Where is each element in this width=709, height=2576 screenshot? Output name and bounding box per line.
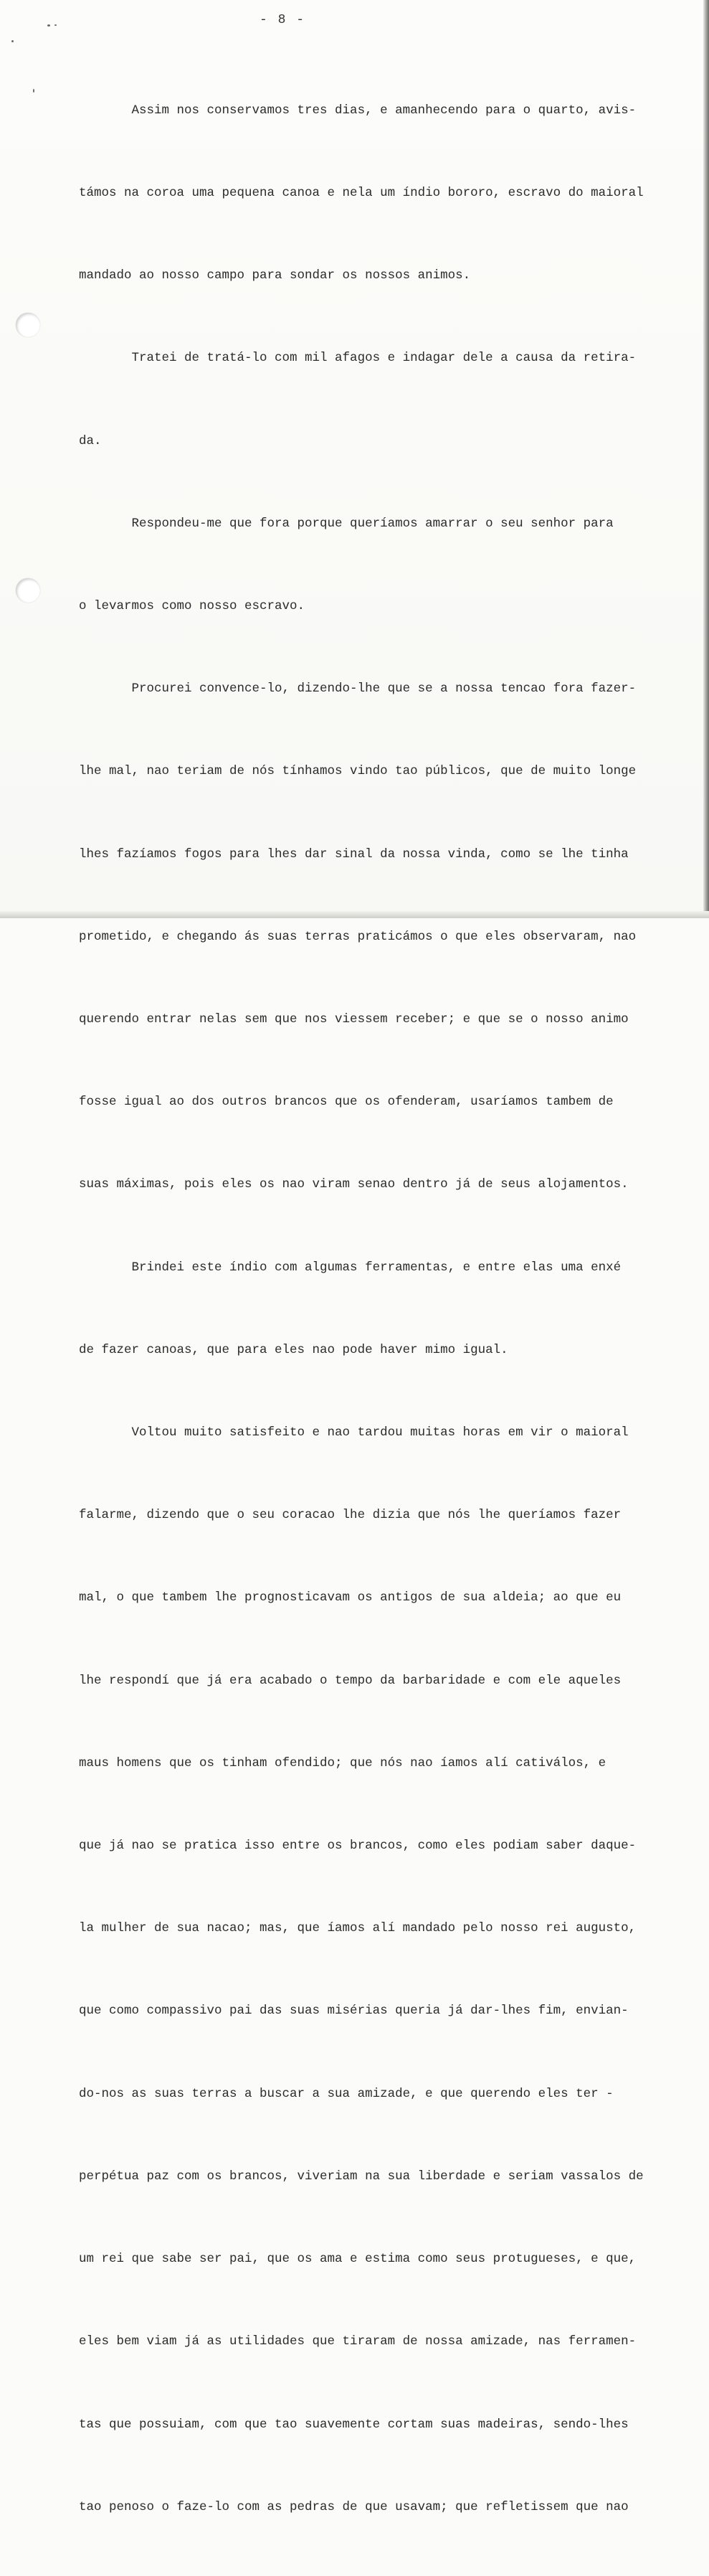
page-edge-shadow <box>703 0 709 918</box>
text-line: eles bem viam já as utilidades que tiraram de nossa amizade, nas ferramen- <box>79 2334 637 2349</box>
body-text <box>79 42 695 2576</box>
text-line: Brindei este índio com algumas ferramentas, e entre elas uma enxé <box>79 1260 622 1275</box>
text-line: que já nao se pratica isso entre os brancos, como eles podiam saber daque- <box>79 1839 637 1854</box>
text-line: maus homens que os tinham ofendido; que nós nao íamos alí cativálos, e <box>79 1755 606 1770</box>
text-line: da. <box>79 433 102 448</box>
text-line: suas máximas, pois eles os nao viram senao dentro já de seus alojamentos. <box>79 1177 629 1192</box>
text-line: o levarmos como nosso escravo. <box>79 599 305 614</box>
paper-speck <box>47 24 50 27</box>
punch-hole-upper <box>16 313 40 337</box>
text-line: fosse igual ao dos outros brancos que os ofenderam, usaríamos tambem de <box>79 1095 614 1110</box>
text-line: perpétua paz com os brancos, viveriam na sua liberdade e seriam vassalos de <box>79 2169 644 2184</box>
text-line: la mulher de sua nacao; mas, que íamos alí mandado pelo nosso rei augusto, <box>79 1921 637 1936</box>
text-line: do-nos as suas terras a buscar a sua amizade, e que querendo eles ter - <box>79 2086 614 2101</box>
text-line: prometido, e chegando ás suas terras praticámos o que eles observaram, nao <box>79 929 637 944</box>
text-line: falarme, dizendo que o seu coracao lhe dizia que nós lhe queríamos fazer <box>79 1508 622 1523</box>
text-line: támos na coroa uma pequena canoa e nela um índio bororo, escravo do maioral <box>79 186 644 201</box>
text-line: Assim nos conservamos tres dias, e amanhecendo para o quarto, avis- <box>79 103 637 118</box>
text-line: mandado ao nosso campo para sondar os nossos animos. <box>79 268 471 283</box>
text-line: lhes fazíamos fogos para lhes dar sinal da nossa vinda, como se lhe tinha <box>79 846 629 862</box>
text-line: de fazer canoas, que para eles nao pode haver mimo igual. <box>79 1342 508 1357</box>
paper-speck <box>33 89 34 93</box>
text-line: lhe respondí que já era acabado o tempo da barbaridade e com ele aqueles <box>79 1673 622 1688</box>
punch-hole-lower <box>16 578 40 603</box>
text-line: Tratei de tratá-lo com mil afagos e indagar dele a causa da retira- <box>79 351 637 366</box>
paper-speck <box>11 40 14 42</box>
text-line: Procurei convence-lo, dizendo-lhe que se a nossa tencao fora fazer- <box>79 681 637 697</box>
text-line: tas que possuiam, com que tao suavemente cortam suas madeiras, sendo-lhes <box>79 2417 629 2432</box>
text-line: Voltou muito satisfeito e nao tardou muitas horas em vir o maioral <box>79 1425 629 1440</box>
text-line: mal, o que tambem lhe prognosticavam os antigos de sua aldeia; ao que eu <box>79 1590 622 1605</box>
text-line: um rei que sabe ser pai, que os ama e estima como seus protugueses, e que, <box>79 2252 637 2267</box>
text-line: que como compassivo pai das suas misérias queria já dar-lhes fim, envian- <box>79 2004 629 2019</box>
text-line: lhe mal, nao teriam de nós tínhamos vindo tao públicos, que de muito longe <box>79 764 637 779</box>
paper-speck <box>54 24 57 26</box>
text-line: tao penoso o faze-lo com as pedras de que usavam; que refletissem que nao <box>79 2499 629 2514</box>
page-number: - 8 - <box>260 13 306 27</box>
text-line: querendo entrar nelas sem que nos viessem receber; e que se o nosso animo <box>79 1012 629 1027</box>
text-line: Respondeu-me que fora porque queríamos amarrar o seu senhor para <box>79 516 614 531</box>
